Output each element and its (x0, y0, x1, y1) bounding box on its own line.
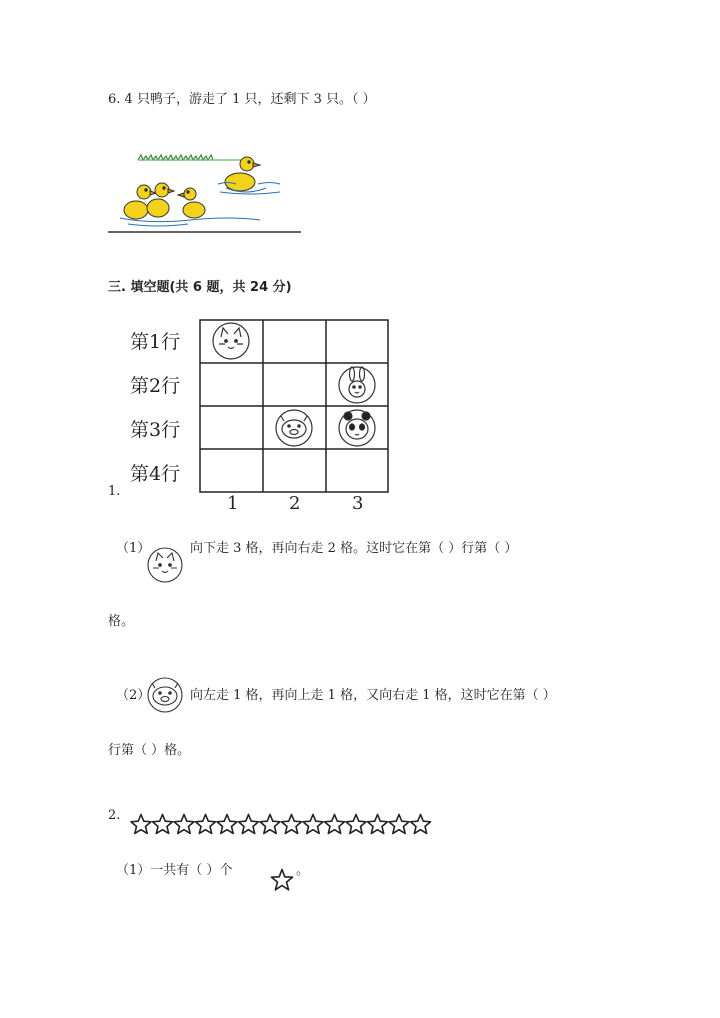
animal-position-grid (120, 310, 405, 510)
star-7 (260, 815, 280, 834)
star-3 (174, 815, 194, 834)
duck-3 (178, 188, 205, 218)
row-label-2: 第2行 (130, 375, 181, 397)
sub2-question-text: 向左走 1 格，再向上走 1 格，又向右走 1 格，这时它在第（ ） (190, 688, 556, 703)
star-2 (153, 815, 173, 834)
cat-icon (213, 323, 249, 359)
p2-sub1-text: （1）一共有（ ）个 (116, 863, 233, 878)
panda-icon (339, 410, 375, 446)
star-6 (239, 815, 259, 834)
star-13 (389, 815, 409, 834)
star-14 (411, 815, 431, 834)
pig-icon (145, 675, 185, 715)
row-label-3: 第3行 (130, 419, 181, 441)
col-label-3: 3 (352, 493, 364, 510)
star-icon (270, 868, 294, 892)
duck-swimming-away (218, 157, 280, 194)
star-5 (217, 815, 237, 834)
sub1-continuation: 格。 (108, 614, 135, 629)
cat-icon (145, 545, 185, 585)
star-12 (368, 815, 388, 834)
star-4 (196, 815, 216, 834)
star-9 (303, 815, 323, 834)
col-label-1: 1 (227, 493, 239, 510)
star-row (130, 812, 440, 838)
sub1-label: （1） (116, 541, 151, 556)
section-heading: 三. 填空题(共 6 题，共 24 分) (108, 280, 292, 295)
star-1 (131, 815, 151, 834)
star-10 (325, 815, 345, 834)
duck-2 (147, 183, 174, 217)
pig-icon (276, 410, 312, 446)
row-label-4: 第4行 (130, 463, 181, 485)
row-label-1: 第1行 (130, 331, 181, 353)
problem-2-number: 2. (108, 808, 121, 823)
sub1-question-text: 向下走 3 格，再向右走 2 格。这时它在第（ ）行第（ ） (190, 541, 518, 556)
star-8 (282, 815, 302, 834)
sub2-label: （2） (116, 688, 151, 703)
rabbit-icon (339, 367, 375, 403)
col-label-2: 2 (289, 493, 301, 510)
star-11 (346, 815, 366, 834)
problem-1-number: 1. (108, 484, 121, 499)
question-6-text: 6. 4 只鸭子，游走了 1 只，还剩下 3 只。（ ） (108, 92, 376, 107)
sub2-continuation: 行第（ ）格。 (108, 743, 191, 758)
ducks-illustration (108, 140, 303, 236)
p2-sub1-end: 。 (296, 863, 310, 878)
